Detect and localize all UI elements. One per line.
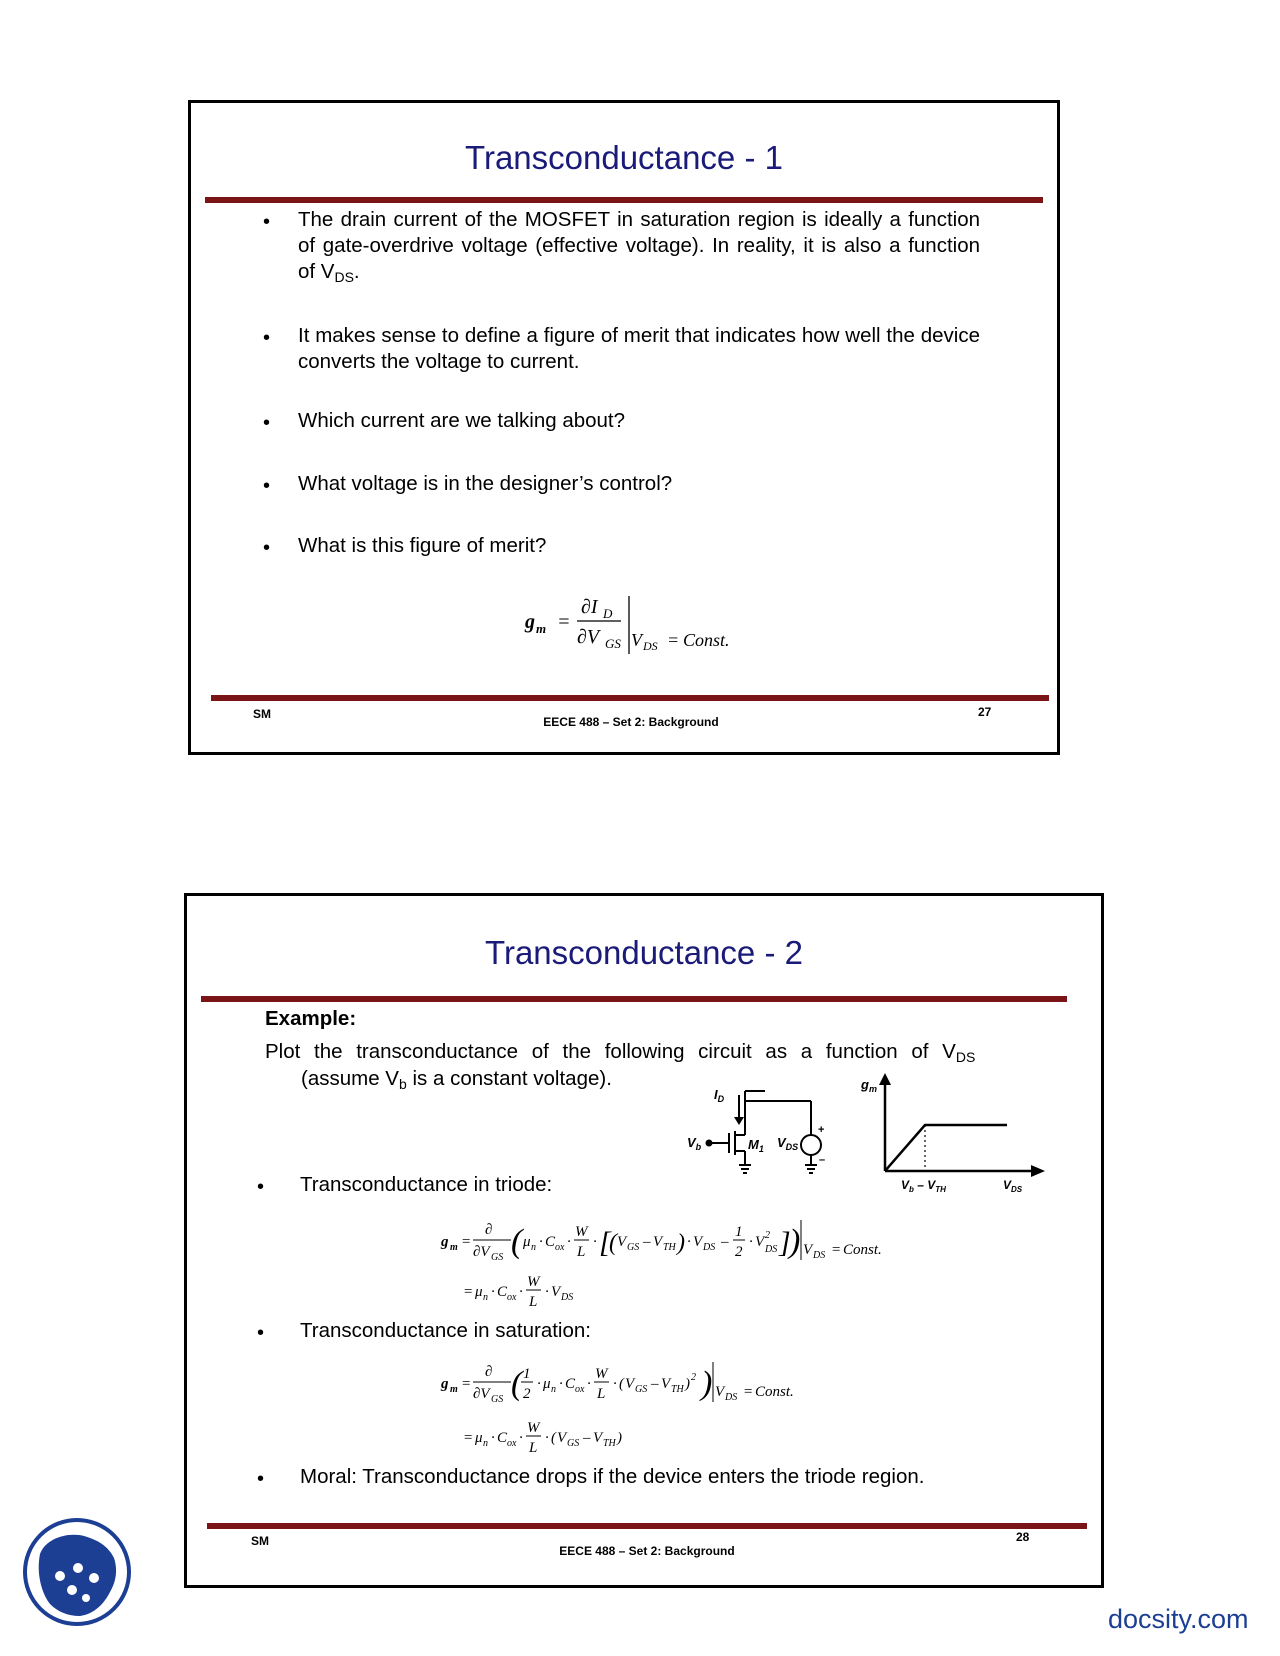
svg-text:Const.: Const. (683, 630, 730, 650)
triode-equation (439, 1214, 899, 1314)
svg-text:L: L (597, 1386, 606, 1402)
svg-text:W: W (575, 1224, 588, 1240)
svg-text:·: · (567, 1234, 571, 1250)
svg-text:): ) (701, 1365, 713, 1402)
svg-text:C: C (565, 1376, 576, 1392)
svg-text:GS: GS (627, 1242, 640, 1253)
mosfet-circuit-diagram (687, 1081, 847, 1181)
svg-text:2: 2 (691, 1372, 696, 1383)
svg-text:ox: ox (507, 1292, 517, 1303)
example-text-2: (assume $V_b$ is a constant voltage). (301, 1067, 612, 1092)
bullet-dot: • (263, 327, 271, 349)
svg-text:∂V: ∂V (473, 1386, 490, 1402)
title-rule (201, 996, 1067, 1002)
svg-text:W: W (527, 1420, 540, 1436)
page-number: 27 (978, 705, 992, 719)
svg-text:DS: DS (703, 1242, 716, 1253)
svg-text:·: · (587, 1376, 591, 1392)
svg-text:–: – (651, 1376, 659, 1392)
svg-text:V: V (625, 1376, 635, 1392)
svg-text:·: · (519, 1284, 523, 1300)
svg-text:∂V: ∂V (577, 626, 600, 648)
svg-text:V: V (755, 1234, 765, 1250)
svg-text:GS: GS (567, 1438, 580, 1449)
bullet-text: What voltage is in the designer’s control? (298, 472, 673, 495)
svg-text:): ) (677, 1230, 685, 1256)
svg-text:DS: DS (643, 639, 658, 653)
footer-course: EECE 488 – Set 2: Background (559, 1544, 735, 1558)
svg-text:L: L (529, 1294, 538, 1310)
svg-text:W: W (595, 1366, 608, 1382)
svg-text:·: · (545, 1430, 549, 1446)
circuit-label-id: $I_D$ (714, 1087, 725, 1104)
bullet-dot: • (263, 211, 271, 233)
svg-text:n: n (483, 1292, 488, 1303)
svg-text:V: V (557, 1430, 567, 1446)
svg-text:2: 2 (765, 1230, 770, 1241)
bullet-text: What is this figure of merit? (298, 534, 547, 557)
svg-text:μ: μ (475, 1284, 483, 1300)
svg-text:): ) (617, 1430, 622, 1446)
svg-text:V: V (693, 1234, 703, 1250)
bullet-text: Transconductance in triode: (300, 1173, 553, 1196)
docsity-logo-icon[interactable] (22, 1518, 132, 1626)
svg-text:V: V (803, 1242, 813, 1258)
svg-text:n: n (551, 1384, 556, 1395)
svg-text:m: m (536, 621, 547, 636)
svg-text:V: V (617, 1234, 627, 1250)
slide-28 (184, 893, 1104, 1588)
svg-text:=: = (831, 1242, 842, 1258)
footer-rule (207, 1523, 1087, 1529)
svg-text:∂V: ∂V (473, 1244, 490, 1260)
bullet-text: Which current are we talking about? (298, 409, 626, 432)
bullet-dot: • (257, 1176, 265, 1198)
svg-text:m: m (450, 1242, 458, 1253)
svg-text:m: m (450, 1384, 458, 1395)
bullet-dot: • (263, 412, 271, 434)
slide-title: Transconductance - 2 (485, 934, 803, 971)
svg-text:DS: DS (813, 1250, 826, 1261)
svg-text:·: · (687, 1234, 691, 1250)
svg-text:=: = (463, 1284, 474, 1300)
svg-text:V: V (661, 1376, 671, 1392)
page-number: 28 (1016, 1530, 1030, 1544)
example-text: Plot the transconductance of the following circuit as a function of $V_{DS}$ (265, 1040, 976, 1065)
svg-text:V: V (653, 1234, 663, 1250)
svg-text:L: L (529, 1440, 538, 1456)
svg-text:(: ( (609, 1230, 617, 1256)
svg-text:+: + (818, 1124, 825, 1136)
graph-x-label: $V_{DS}$ (1003, 1178, 1023, 1194)
svg-text:·: · (559, 1376, 563, 1392)
example-label: Example: (265, 1007, 357, 1030)
svg-text:–: – (583, 1430, 591, 1446)
svg-text:·: · (519, 1430, 523, 1446)
svg-text:TH: TH (663, 1242, 676, 1253)
svg-text:·: · (491, 1284, 495, 1300)
svg-text:=: = (667, 630, 680, 650)
svg-text:·: · (613, 1376, 617, 1392)
svg-text:ox: ox (575, 1384, 585, 1395)
svg-text:n: n (531, 1242, 536, 1253)
svg-text:L: L (577, 1244, 586, 1260)
svg-text:TH: TH (603, 1438, 616, 1449)
svg-text:μ: μ (523, 1234, 531, 1250)
graph-knee-label: $V_b - V_{TH}$ (901, 1178, 946, 1194)
saturation-equation (439, 1356, 839, 1460)
svg-text:·: · (749, 1234, 753, 1250)
svg-text:(: ( (551, 1430, 556, 1446)
bullet-dot: • (263, 475, 271, 497)
bullet-dot: • (257, 1468, 265, 1490)
bullet-dot: • (257, 1322, 265, 1344)
svg-text:–: – (819, 1154, 826, 1166)
docsity-watermark-text[interactable]: docsity.com (1108, 1604, 1249, 1634)
svg-text:): ) (685, 1376, 690, 1392)
svg-text:ox: ox (507, 1438, 517, 1449)
graph-y-label: $g_m$ (861, 1077, 877, 1094)
svg-text:W: W (527, 1274, 540, 1290)
svg-text:μ: μ (475, 1430, 483, 1446)
svg-text:V: V (715, 1384, 725, 1400)
svg-text:·: · (593, 1234, 597, 1250)
bullet-text: Transconductance in saturation: (300, 1319, 591, 1342)
svg-text:–: – (643, 1234, 651, 1250)
svg-text:V: V (551, 1284, 561, 1300)
svg-text:Const.: Const. (843, 1242, 882, 1258)
svg-text:=: = (461, 1234, 472, 1250)
footer-rule (211, 695, 1049, 701)
svg-text:=: = (463, 1430, 474, 1446)
slide-title: Transconductance - 1 (465, 139, 783, 176)
svg-text:g: g (441, 1234, 449, 1250)
svg-text:C: C (545, 1234, 556, 1250)
footer-course: EECE 488 – Set 2: Background (543, 715, 719, 729)
svg-text:∂I: ∂I (581, 596, 598, 618)
bullet-dot: • (263, 537, 271, 559)
footer-author: SM (253, 707, 271, 721)
bullet-text: The drain current of the MOSFET in saturation region is ideally a function of gate-overdrive voltage (effective voltage). In reality, it is also a function of $V_{DS}$. (298, 208, 980, 285)
circuit-label-vb: $V_b$ (687, 1135, 702, 1152)
gm-equation (521, 588, 751, 658)
svg-text:(: ( (619, 1376, 624, 1392)
bullet-text: It makes sense to define a figure of merit that indicates how well the device converts the voltage to current. (298, 324, 980, 373)
svg-text:(: ( (511, 1223, 523, 1260)
svg-text:g: g (525, 611, 535, 633)
svg-text:V: V (631, 630, 642, 650)
svg-text:∂: ∂ (485, 1222, 493, 1238)
gm-vs-vds-graph (855, 1071, 1055, 1196)
svg-text:GS: GS (491, 1394, 504, 1405)
footer-author: SM (251, 1534, 269, 1548)
circuit-label-m1: $M_1$ (748, 1137, 764, 1154)
svg-text:C: C (497, 1284, 508, 1300)
svg-text:=: = (461, 1376, 472, 1392)
svg-text:1: 1 (735, 1224, 743, 1240)
svg-text:GS: GS (491, 1252, 504, 1263)
svg-text:GS: GS (605, 636, 621, 651)
svg-text:∂: ∂ (485, 1364, 493, 1380)
svg-text:·: · (491, 1430, 495, 1446)
svg-text:2: 2 (523, 1386, 531, 1402)
svg-text:(: ( (511, 1365, 523, 1402)
svg-text:ox: ox (555, 1242, 565, 1253)
svg-text:2: 2 (735, 1244, 743, 1260)
svg-text:g: g (441, 1376, 449, 1392)
svg-text:DS: DS (725, 1392, 738, 1403)
svg-text:V: V (593, 1430, 603, 1446)
svg-text:n: n (483, 1438, 488, 1449)
svg-text:C: C (497, 1430, 508, 1446)
svg-text:·: · (537, 1376, 541, 1392)
svg-text:=: = (557, 611, 571, 633)
svg-text:DS: DS (765, 1244, 778, 1255)
svg-text:–: – (721, 1234, 729, 1250)
svg-text:·: · (539, 1234, 543, 1250)
svg-text:1: 1 (523, 1366, 531, 1382)
circuit-label-vds: $V_{DS}$ (777, 1135, 799, 1152)
svg-text:]: ] (779, 1226, 791, 1259)
svg-text:Const.: Const. (755, 1384, 794, 1400)
svg-text:DS: DS (561, 1292, 574, 1303)
svg-text:·: · (545, 1284, 549, 1300)
svg-text:TH: TH (671, 1384, 684, 1395)
bullet-text: Moral: Transconductance drops if the device enters the triode region. (300, 1465, 925, 1488)
svg-text:GS: GS (635, 1384, 648, 1395)
svg-text:μ: μ (543, 1376, 551, 1392)
svg-text:D: D (603, 606, 613, 621)
slide-27 (188, 100, 1060, 755)
svg-text:): ) (789, 1223, 801, 1260)
svg-text:=: = (743, 1384, 754, 1400)
svg-text:[: [ (599, 1226, 611, 1259)
title-rule (205, 197, 1043, 203)
